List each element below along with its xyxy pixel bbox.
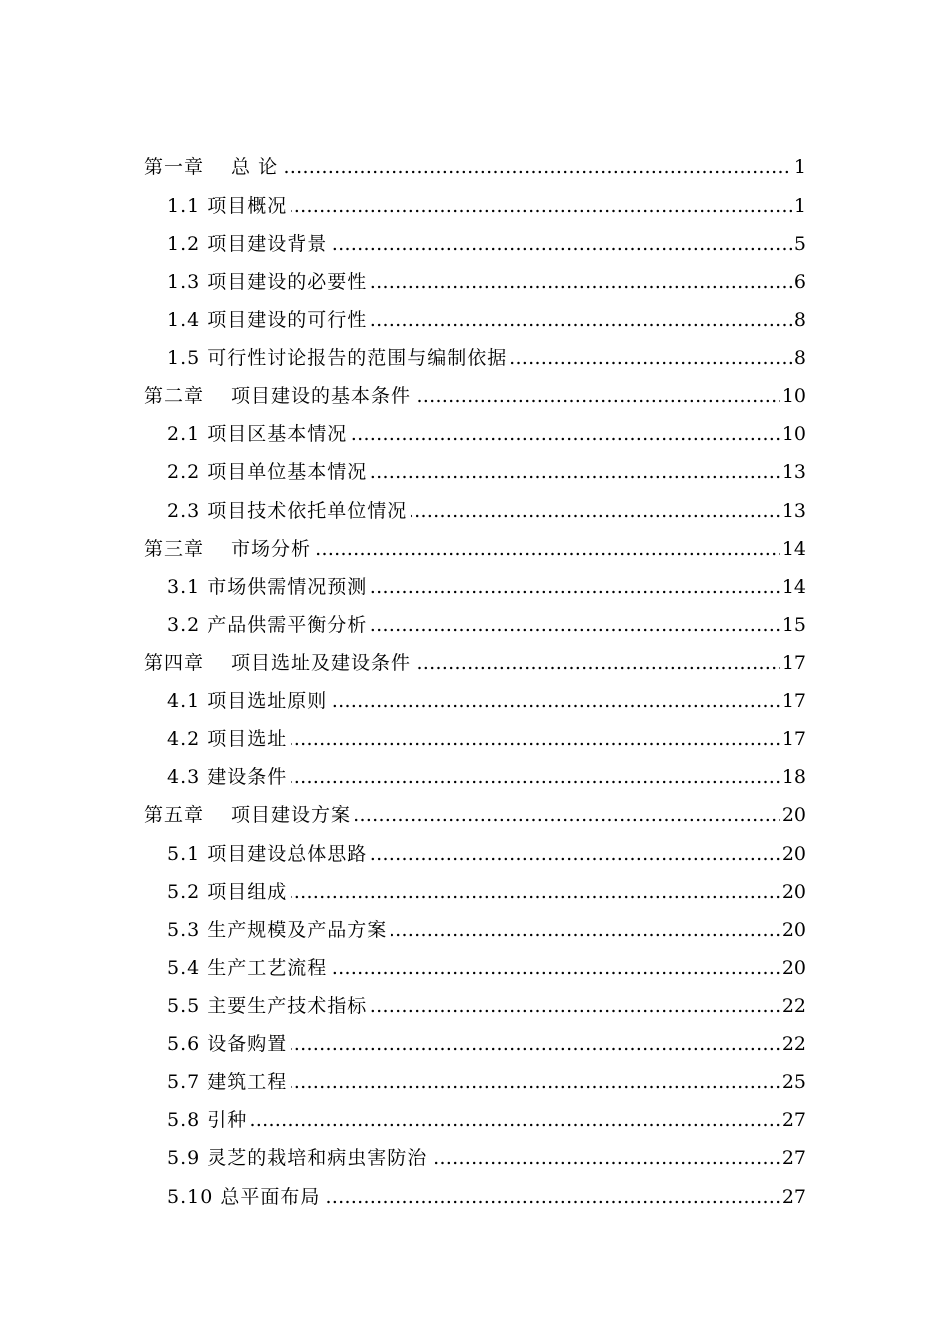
toc-entry-page: 20: [780, 953, 806, 983]
toc-entry-title: 5.7 建筑工程: [167, 1067, 291, 1097]
toc-entry-page: 25: [780, 1067, 806, 1097]
toc-entry[interactable]: [0, 839, 950, 869]
toc-entry-page: 10: [780, 419, 806, 449]
toc-entry-title: 1.3 项目建设的必要性: [167, 267, 371, 297]
toc-entry-title: 1.4 项目建设的可行性: [167, 305, 371, 335]
toc-entry-page: 1: [792, 191, 806, 221]
toc-entry[interactable]: [0, 915, 950, 945]
toc-entry-page: 17: [780, 648, 806, 678]
toc-entry-page: 27: [780, 1182, 806, 1212]
toc-entry-title: 第三章 市场分析: [144, 534, 315, 564]
toc-entry[interactable]: [0, 800, 950, 830]
toc-entry[interactable]: [0, 648, 950, 678]
toc-entry-title: 2.1 项目区基本情况: [167, 419, 351, 449]
toc-entry-title: 第一章 总 论: [144, 152, 282, 182]
toc-entry-title: 4.2 项目选址: [167, 724, 291, 754]
toc-entry[interactable]: [0, 1029, 950, 1059]
toc-entry-page: 17: [780, 686, 806, 716]
toc-entry-page: 13: [780, 457, 806, 487]
toc-entry-page: 22: [780, 991, 806, 1021]
toc-entry[interactable]: [0, 1105, 950, 1135]
toc-entry-title: 5.8 引种: [167, 1105, 251, 1135]
toc-entry-title: 5.4 生产工艺流程: [167, 953, 331, 983]
toc-entry-title: 5.3 生产规模及产品方案: [167, 915, 391, 945]
toc-entry-title: 第四章 项目选址及建设条件: [144, 648, 415, 678]
toc-entry[interactable]: [0, 457, 950, 487]
toc-entry-page: 17: [780, 724, 806, 754]
toc-entry-page: 22: [780, 1029, 806, 1059]
toc-entry[interactable]: [0, 267, 950, 297]
toc-entry[interactable]: [0, 419, 950, 449]
dot-leader: [167, 1105, 802, 1135]
toc-entry[interactable]: [0, 1143, 950, 1173]
toc-entry[interactable]: [0, 877, 950, 907]
toc-entry-title: 4.3 建设条件: [167, 762, 291, 792]
toc-entry-page: 10: [780, 381, 806, 411]
toc-entry-title: 5.2 项目组成: [167, 877, 291, 907]
toc-entry[interactable]: [0, 1182, 950, 1212]
toc-entry[interactable]: [0, 191, 950, 221]
toc-entry-page: 8: [792, 305, 806, 335]
toc-entry-page: 13: [780, 496, 806, 526]
toc-entry-page: 20: [780, 877, 806, 907]
toc-entry-page: 27: [780, 1105, 806, 1135]
toc-entry[interactable]: [0, 534, 950, 564]
toc-entry-title: 第五章 项目建设方案: [144, 800, 355, 830]
toc-entry[interactable]: [0, 991, 950, 1021]
toc-entry-title: 2.3 项目技术依托单位情况: [167, 496, 411, 526]
toc-entry-title: 1.1 项目概况: [167, 191, 291, 221]
toc-entry-page: 14: [780, 572, 806, 602]
toc-entry-page: 14: [780, 534, 806, 564]
toc-entry-page: 20: [780, 915, 806, 945]
toc-entry-title: 5.5 主要生产技术指标: [167, 991, 371, 1021]
toc-entry-title: 3.2 产品供需平衡分析: [167, 610, 371, 640]
toc-entry[interactable]: [0, 496, 950, 526]
toc-entry-page: 20: [780, 839, 806, 869]
toc-entry[interactable]: [0, 305, 950, 335]
toc-entry-title: 4.1 项目选址原则: [167, 686, 331, 716]
toc-entry-page: 8: [792, 343, 806, 373]
toc-entry[interactable]: [0, 724, 950, 754]
toc-entry-title: 2.2 项目单位基本情况: [167, 457, 371, 487]
toc-entry-title: 5.10 总平面布局: [167, 1182, 324, 1212]
toc-entry-page: 1: [792, 152, 806, 182]
toc-entry[interactable]: [0, 1067, 950, 1097]
toc-entry-title: 5.1 项目建设总体思路: [167, 839, 371, 869]
toc-entry[interactable]: [0, 610, 950, 640]
toc-entry[interactable]: [0, 152, 950, 182]
toc-entry-page: 15: [780, 610, 806, 640]
toc-entry-title: 5.9 灵芝的栽培和病虫害防治: [167, 1143, 431, 1173]
toc-entry-title: 3.1 市场供需情况预测: [167, 572, 371, 602]
toc-entry-page: 18: [780, 762, 806, 792]
toc-entry[interactable]: [0, 953, 950, 983]
toc-entry[interactable]: [0, 229, 950, 259]
toc-entry[interactable]: [0, 762, 950, 792]
toc-entry-page: 20: [780, 800, 806, 830]
toc-entry-title: 第二章 项目建设的基本条件: [144, 381, 415, 411]
toc-entry-page: 27: [780, 1143, 806, 1173]
toc-entry[interactable]: [0, 381, 950, 411]
toc-entry-page: 5: [792, 229, 806, 259]
toc-entry-page: 6: [792, 267, 806, 297]
toc-entry-title: 1.2 项目建设背景: [167, 229, 331, 259]
toc-entry-title: 5.6 设备购置: [167, 1029, 291, 1059]
toc-entry-title: 1.5 可行性讨论报告的范围与编制依据: [167, 343, 511, 373]
toc-entry[interactable]: [0, 686, 950, 716]
toc-entry[interactable]: [0, 572, 950, 602]
toc-entry[interactable]: [0, 343, 950, 373]
